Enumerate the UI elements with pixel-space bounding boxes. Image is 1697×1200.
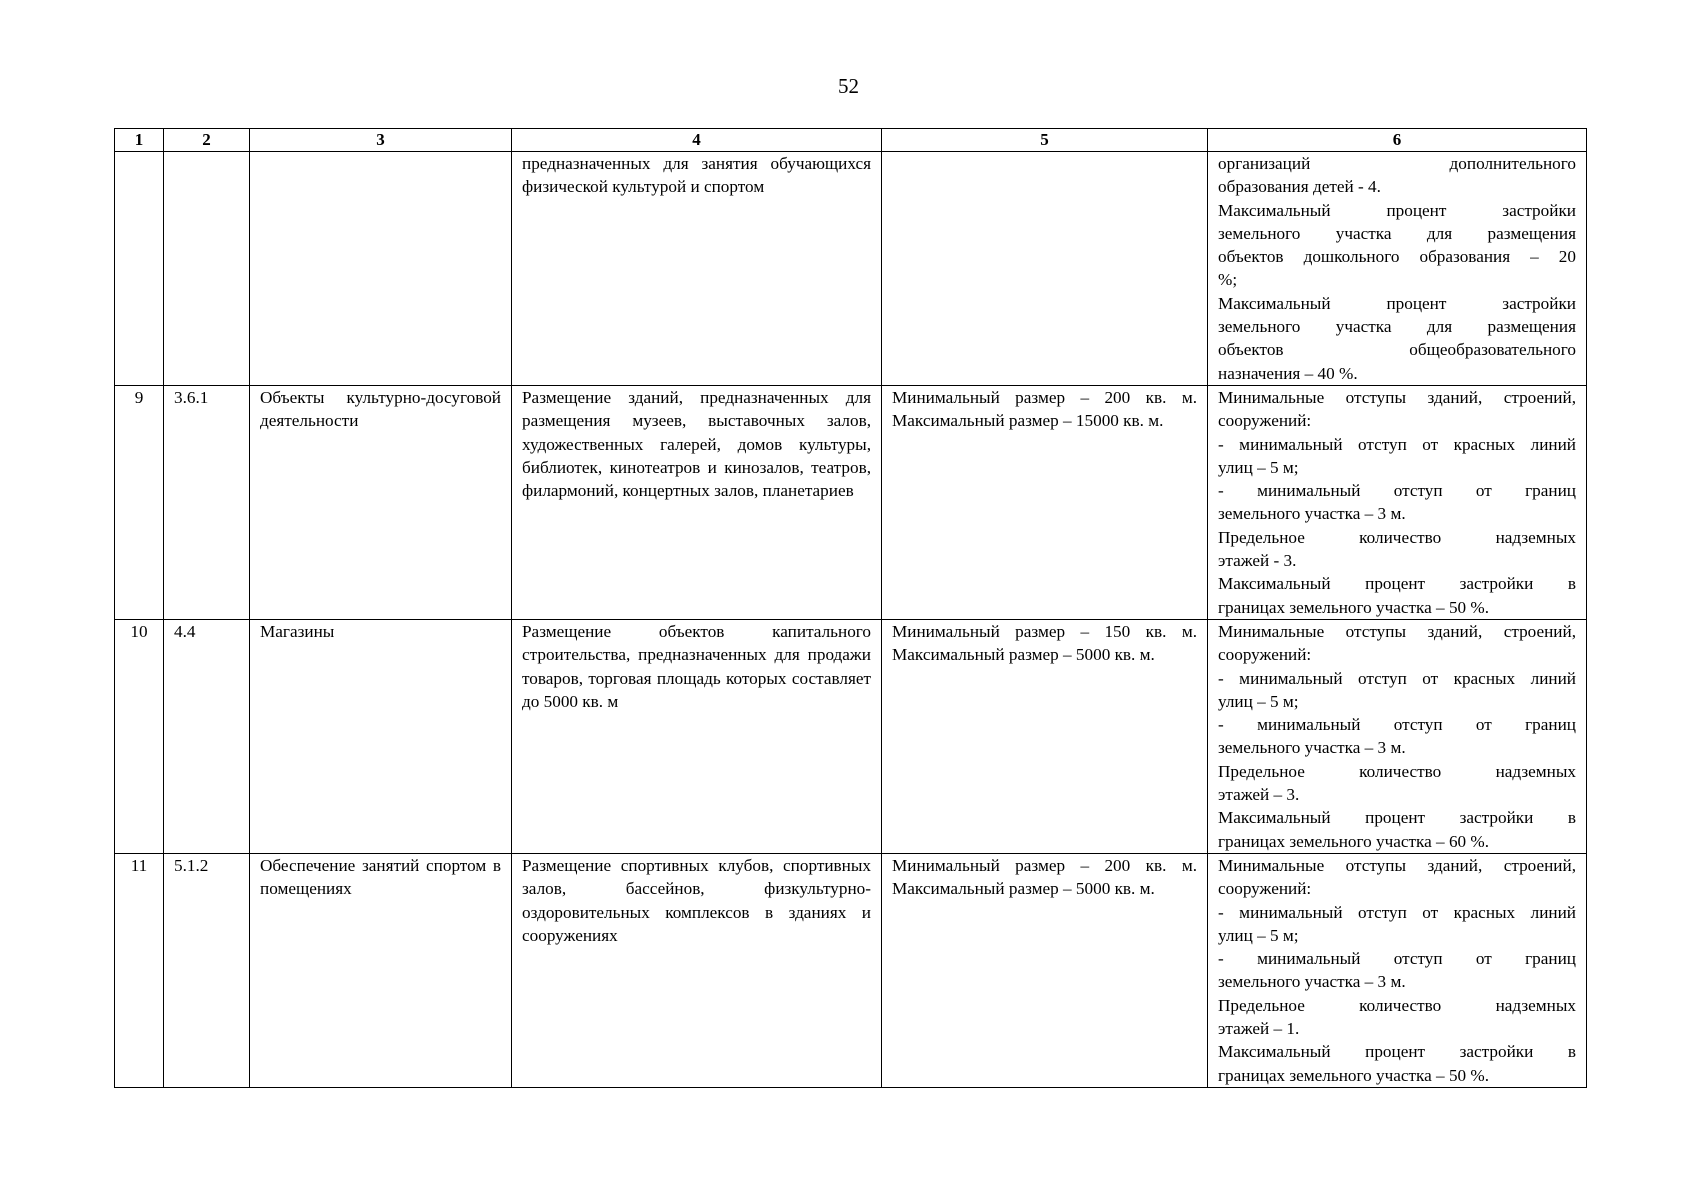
size-cell: Минимальный размер – 150 кв. м. Максимальный размер – 5000 кв. м.	[882, 619, 1208, 853]
parameters-cell	[1208, 152, 1587, 386]
description-cell: предназначенных для занятия обучающихся физической культурой и спортом	[512, 152, 882, 386]
parameter-line: Минимальные отступы зданий, строений,	[1218, 621, 1576, 641]
parameter-line: сооружений:	[1218, 411, 1312, 431]
parameter-line: этажей - 3.	[1218, 551, 1297, 571]
size-cell: Минимальный размер – 200 кв. м. Максимальный размер – 15000 кв. м.	[882, 385, 1208, 619]
table-row	[115, 853, 1587, 1087]
parameter-line: Максимальный процент застройки в	[1218, 1042, 1576, 1062]
parameter-line: Максимальный процент застройки	[1218, 293, 1576, 313]
table-row-continuation	[115, 152, 1587, 386]
parameters-cell	[1208, 619, 1587, 853]
column-header: 6	[1208, 129, 1587, 152]
size-cell	[882, 152, 1208, 386]
column-header: 1	[115, 129, 164, 152]
parameter-line: границах земельного участка – 60 %.	[1218, 831, 1490, 851]
parameter-line: границах земельного участка – 50 %.	[1218, 1065, 1490, 1085]
code-cell: 3.6.1	[164, 385, 250, 619]
parameter-line: - минимальный отступ от границ	[1218, 481, 1576, 501]
parameter-line: - минимальный отступ от границ	[1218, 715, 1576, 735]
column-header: 4	[512, 129, 882, 152]
row-number-cell: 11	[115, 853, 164, 1087]
parameter-line: сооружений:	[1218, 645, 1312, 665]
row-number-cell	[115, 152, 164, 386]
parameter-line: Предельное количество надземных	[1218, 761, 1576, 781]
page-number: 52	[838, 74, 859, 98]
parameter-line: - минимальный отступ от красных линий	[1218, 434, 1576, 454]
parameters-cell	[1208, 853, 1587, 1087]
code-cell	[164, 152, 250, 386]
name-cell: Обеспечение занятий спортом в помещениях	[250, 853, 512, 1087]
parameter-line: земельного участка для размещения	[1218, 223, 1576, 243]
column-header: 5	[882, 129, 1208, 152]
description-cell: Размещение спортивных клубов, спортивных залов, бассейнов, физкультурно-оздоровительных комплексов в зданиях и сооружениях	[512, 853, 882, 1087]
parameter-line: Максимальный процент застройки в	[1218, 808, 1576, 828]
name-cell: Объекты культурно-досуговой деятельности	[250, 385, 512, 619]
parameter-line: образования детей - 4.	[1218, 177, 1381, 197]
row-number-cell: 10	[115, 619, 164, 853]
parameter-line: объектов дошкольного образования – 20	[1218, 247, 1576, 267]
column-header: 3	[250, 129, 512, 152]
parameter-line: - минимальный отступ от красных линий	[1218, 902, 1576, 922]
parameter-line: - минимальный отступ от красных линий	[1218, 668, 1576, 688]
parameter-line: сооружений:	[1218, 879, 1312, 899]
description-cell: Размещение зданий, предназначенных для размещения музеев, выставочных залов, художественных галерей, домов культуры, библиотек, кинотеатров и кинозалов, театров, филармоний, концертных залов, планетариев	[512, 385, 882, 619]
size-cell: Минимальный размер – 200 кв. м. Максимальный размер – 5000 кв. м.	[882, 853, 1208, 1087]
parameter-line: этажей – 3.	[1218, 785, 1300, 805]
parameter-line: Максимальный процент застройки	[1218, 200, 1576, 220]
parameter-line: границах земельного участка – 50 %.	[1218, 597, 1490, 617]
parameter-line: Минимальные отступы зданий, строений,	[1218, 387, 1576, 407]
parameter-line: улиц – 5 м;	[1218, 925, 1299, 945]
column-header: 2	[164, 129, 250, 152]
name-cell	[250, 152, 512, 386]
code-cell: 4.4	[164, 619, 250, 853]
parameter-line: земельного участка – 3 м.	[1218, 972, 1406, 992]
table-row	[115, 619, 1587, 853]
parameter-line: земельного участка – 3 м.	[1218, 504, 1406, 524]
parameters-cell	[1208, 385, 1587, 619]
land-use-table	[114, 128, 1587, 1088]
parameter-line: земельного участка для размещения	[1218, 317, 1576, 337]
parameter-line: Минимальные отступы зданий, строений,	[1218, 855, 1576, 875]
name-cell: Магазины	[250, 619, 512, 853]
code-cell: 5.1.2	[164, 853, 250, 1087]
parameter-line: %;	[1218, 270, 1238, 290]
parameter-line: улиц – 5 м;	[1218, 457, 1299, 477]
parameter-line: организаций дополнительного	[1218, 154, 1576, 173]
parameter-line: - минимальный отступ от границ	[1218, 949, 1576, 969]
row-number-cell: 9	[115, 385, 164, 619]
parameter-line: Предельное количество надземных	[1218, 995, 1576, 1015]
description-cell: Размещение объектов капитального строительства, предназначенных для продажи товаров, торговая площадь которых составляет до 5000 кв. м	[512, 619, 882, 853]
parameter-line: назначения – 40 %.	[1218, 363, 1358, 383]
parameter-line: земельного участка – 3 м.	[1218, 738, 1406, 758]
parameter-line: объектов общеобразовательного	[1218, 340, 1576, 360]
table-header-row	[115, 129, 1587, 152]
parameter-line: Предельное количество надземных	[1218, 527, 1576, 547]
parameter-line: этажей – 1.	[1218, 1018, 1300, 1038]
parameter-line: улиц – 5 м;	[1218, 691, 1299, 711]
parameter-line: Максимальный процент застройки в	[1218, 574, 1576, 594]
table-row	[115, 385, 1587, 619]
